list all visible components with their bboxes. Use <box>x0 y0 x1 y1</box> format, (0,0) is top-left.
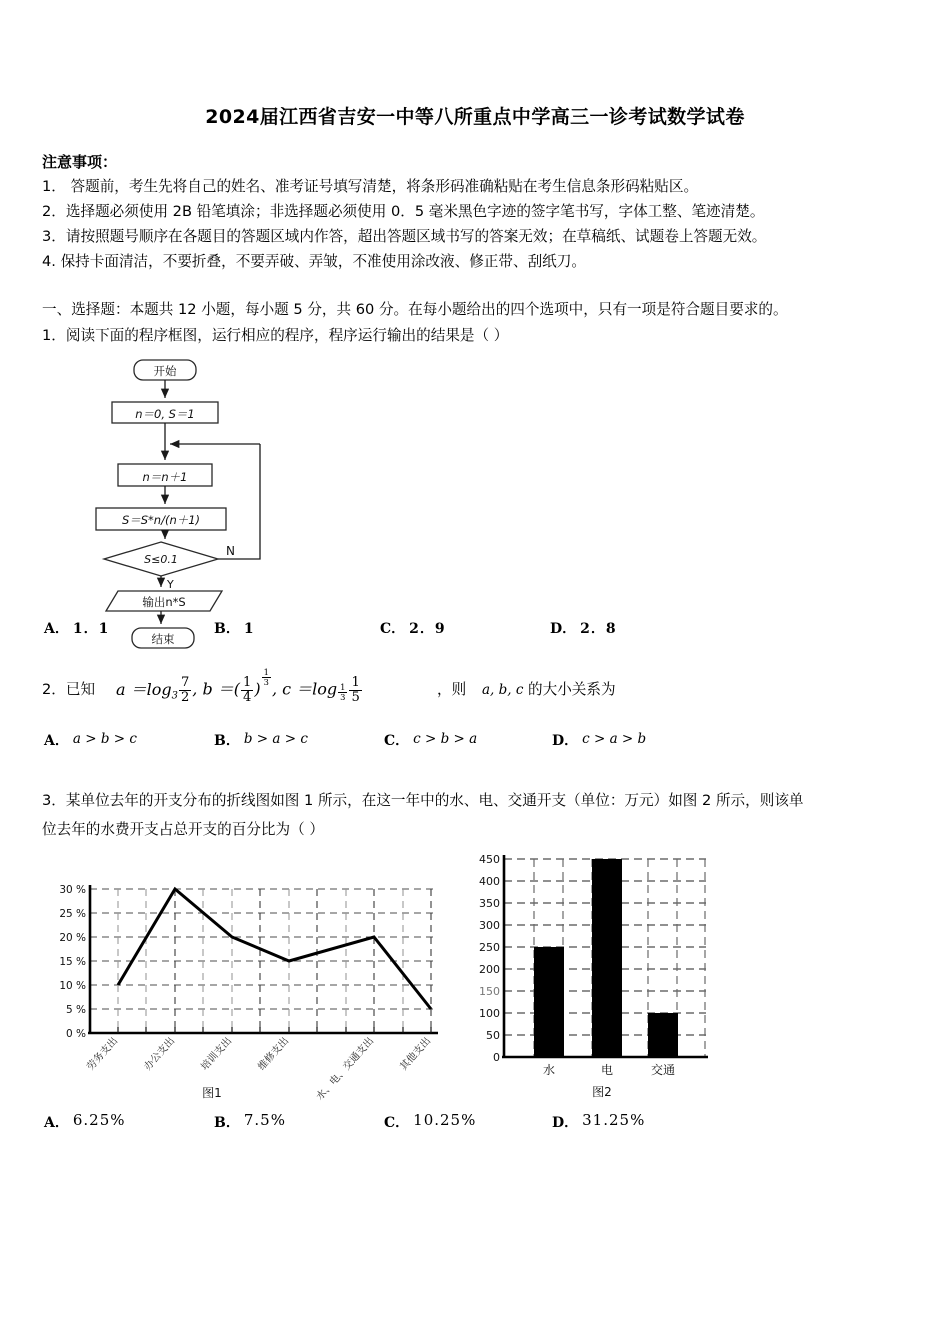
q2-b-fraction: $\frac{1}{4}$ <box>243 674 252 705</box>
bar-chart-x-category-labels <box>543 1062 675 1077</box>
notice-item-2: 2．选择题必须使用 2B 铅笔填涂；非选择题必须使用 0．5 毫米黑色字迹的签字笔书写，字体工整、笔迹清楚。 <box>42 202 765 220</box>
q1-option-c[interactable]: C． 2．9 <box>380 621 446 638</box>
figure-1-caption: 图1 <box>202 1085 222 1100</box>
svg-text:15 %: 15 % <box>59 955 86 968</box>
svg-text:400: 400 <box>479 874 500 888</box>
line-chart-category-5: 其他支出 <box>398 1035 434 1073</box>
notice-list <box>42 174 908 274</box>
figure-2-caption: 图2 <box>592 1084 612 1099</box>
line-chart-category-4: 水、电、交通支出 <box>314 1035 377 1103</box>
svg-text:300: 300 <box>479 918 500 932</box>
q2-option-c[interactable]: C． c > b > a <box>384 731 478 750</box>
q2-a-fraction: $\frac{7}{2}$ <box>180 674 190 705</box>
bar-chart-svg <box>462 841 722 1103</box>
notice-heading: 注意事项： <box>42 152 118 171</box>
q2-option-a[interactable]: A． a > b > c <box>44 731 137 750</box>
notice-item-1: 1． 答题前，考生先将自己的姓名、准考证号填写清楚，将条形码准确粘贴在考生信息条形码粘贴区。 <box>42 177 699 195</box>
q2-vars: a, b, c <box>482 682 524 699</box>
line-chart-category-1: 办公支出 <box>142 1035 178 1073</box>
notice-item-3: 3．请按照题号顺序在各题目的答题区域内作答，超出答题区域书写的答案无效；在草稿纸、试题卷上答题无效。 <box>42 227 767 245</box>
page-title: 2024届江西省吉安一中等八所重点中学高三一诊考试数学试卷 <box>205 106 745 128</box>
bar-water <box>534 947 564 1057</box>
q2-b-expr: b ＝( <box>202 679 241 699</box>
q3-option-c[interactable]: C． 10.25% <box>384 1110 477 1131</box>
line-chart-y-tick-labels <box>59 884 86 1040</box>
line-chart-category-2: 培训支出 <box>199 1035 235 1073</box>
q2-c-expr: c ＝log <box>282 679 338 699</box>
question-3-stem-line-1: 3．某单位去年的开支分布的折线图如图 1 所示，在这一年中的水、电、交通开支（单位：万元）如图 2 所示，则该单 <box>42 792 804 810</box>
flow-end-label: 结束 <box>151 632 175 647</box>
line-chart-category-3: 维修支出 <box>256 1035 292 1073</box>
bar-chart-category-1: 电 <box>600 1062 614 1077</box>
section-heading: 一、选择题：本题共 12 小题，每小题 5 分，共 60 分。在每小题给出的四个选项中，只有一项是符合题目要求的。 <box>42 300 788 318</box>
svg-text:150: 150 <box>479 984 500 998</box>
svg-text:10 %: 10 % <box>59 979 86 992</box>
svg-text:450: 450 <box>479 852 500 866</box>
flow-start-label: 开始 <box>153 364 177 379</box>
q2-option-d[interactable]: D． c > a > b <box>552 731 647 750</box>
line-chart-x-category-labels <box>84 1034 433 1102</box>
q1-option-b[interactable]: B． 1 <box>214 621 255 638</box>
bar-electricity <box>592 859 622 1057</box>
bar-chart-y-tick-labels <box>479 853 500 1064</box>
svg-text:350: 350 <box>479 896 500 910</box>
flow-increment-label: n＝n＋1 <box>142 470 188 485</box>
line-chart-category-0: 劳务支出 <box>85 1035 121 1073</box>
question-2-stem <box>42 660 908 708</box>
question-3-figures <box>42 849 908 1119</box>
line-chart-series <box>118 889 431 1009</box>
question-3-options <box>42 1111 908 1141</box>
question-1-stem: 1．阅读下面的程序框图，运行相应的程序，程序运行输出的结果是（ ） <box>42 326 509 344</box>
q3-option-b[interactable]: B． 7.5% <box>214 1110 286 1131</box>
bar-chart-bars <box>534 859 678 1057</box>
figure-2-bar-chart <box>462 841 722 1103</box>
question-2-options <box>42 730 908 760</box>
flow-output-label: 输出n*S <box>142 595 186 610</box>
q2-c-fraction: $\frac{1}{5}$ <box>351 674 360 705</box>
figure-1-line-chart <box>42 849 442 1104</box>
flow-assign-label: S＝S*n/(n＋1) <box>121 513 201 528</box>
flow-no-label: N <box>226 544 235 559</box>
bar-chart-category-0: 水 <box>542 1062 556 1077</box>
flow-condition-label: S≤0.1 <box>144 553 178 567</box>
q2-formula: $a =\log_3$ $\frac{7}{2}$ , b ＝( $\frac{1}{4}$ ) $\frac{1}{3}$ , c ＝log $\frac{1}{3}$ $\frac{1}{5}$ <box>116 667 360 705</box>
flow-init-label: n＝0, S＝1 <box>135 407 195 422</box>
svg-text:250: 250 <box>479 940 500 954</box>
q2-middle: ，则 <box>437 681 467 699</box>
svg-text:25 %: 25 % <box>59 907 86 920</box>
svg-text:0 %: 0 % <box>66 1027 86 1040</box>
q3-option-d[interactable]: D． 31.25% <box>552 1110 646 1131</box>
page-content <box>42 0 908 1141</box>
q2-suffix: 的大小关系为 <box>528 681 616 699</box>
bar-chart-category-2: 交通 <box>650 1062 676 1077</box>
q2-a-expr: $a =\log_3$ <box>116 679 178 701</box>
line-chart-svg <box>42 849 442 1104</box>
svg-text:30 %: 30 % <box>59 883 86 896</box>
svg-text:200: 200 <box>479 962 500 976</box>
q2-option-b[interactable]: B． b > a > c <box>214 731 308 750</box>
q1-option-d[interactable]: D． 2．8 <box>550 621 617 638</box>
svg-text:50: 50 <box>486 1028 500 1042</box>
svg-text:5 %: 5 % <box>66 1003 86 1016</box>
question-3-stem-line-2: 位去年的水费开支占总开支的百分比为（ ） <box>42 821 324 839</box>
q1-option-a[interactable]: A． 1．1 <box>44 621 110 638</box>
question-1-options <box>42 618 908 648</box>
bar-transport <box>648 1013 678 1057</box>
q3-option-a[interactable]: A． 6.25% <box>44 1110 126 1131</box>
q2-b-exponent: $\frac{1}{3}$ <box>263 667 269 687</box>
q2-prefix: 2．已知 <box>42 681 96 699</box>
q2-c-base: $\frac{1}{3}$ <box>340 681 346 702</box>
svg-text:20 %: 20 % <box>59 931 86 944</box>
svg-text:0: 0 <box>493 1050 500 1064</box>
svg-text:100: 100 <box>479 1006 500 1020</box>
flow-yes-label: Y <box>167 578 174 592</box>
notice-item-4: 4. 保持卡面清洁，不要折叠，不要弄破、弄皱，不准使用涂改液、修正带、刮纸刀。 <box>42 252 586 270</box>
